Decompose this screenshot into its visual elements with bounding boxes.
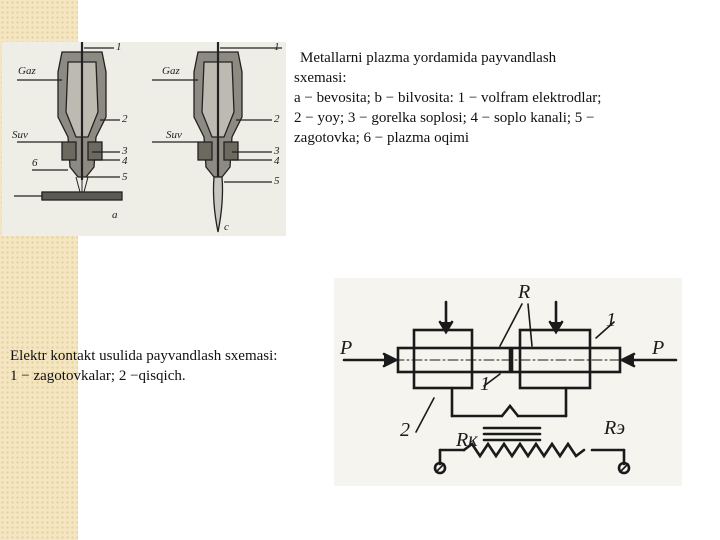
plasma-caption-line-5: zagotovka; 6 − plazma oqimi [294,130,470,146]
contact-welding-figure [334,278,682,486]
plasma-caption-line-1: Metallarni plazma yordamida payvandlash [300,50,557,66]
label-a: a [112,209,118,221]
force-right-label: P [652,337,665,359]
water-label-left: Suv [12,129,28,141]
num-right-5: 5 [274,175,280,187]
plasma-caption-line-2: sxemasi: [294,70,347,86]
resistance-left-label: Rк [456,429,478,451]
plasma-welding-diagram [2,42,286,236]
plasma-welding-figure [2,42,286,236]
num-right-1: 1 [274,42,280,53]
num-right-3: 3 [274,145,280,157]
gas-label-left: Gaz [18,65,36,77]
num-left-2: 2 [122,113,128,125]
plasma-caption-line-4: 2 − yoy; 3 − gorelka soplosi; 4 − soplo kanali; 5 − [294,110,595,126]
workpiece-label-mid: 1 [480,373,490,395]
contact-caption-line-2: 1 − zagotovkalar; 2 −qisqich. [10,368,186,384]
num-left-6: 6 [32,157,38,169]
contact-caption-line-1: Elektr kontakt usulida payvandlash sxemasi: [10,348,278,364]
contact-welding-diagram [334,278,682,486]
plasma-caption-line-3: a − bevosita; b − bilvosita: 1 − volfram elektrodlar; [294,90,602,106]
num-right-2: 2 [274,113,280,125]
plasma-welding-caption [294,48,694,148]
contact-welding-caption [10,346,350,386]
clamp-label: 2 [400,419,410,441]
force-left-label: P [340,337,353,359]
label-b: c [224,221,229,233]
force-top-label: R [518,281,531,303]
num-right-4: 4 [274,155,280,167]
num-left-3: 3 [122,145,128,157]
num-left-5: 5 [122,171,128,183]
gas-label-right: Gaz [162,65,180,77]
resistance-right-label: Rэ [604,417,626,439]
num-left-1: 1 [116,42,122,53]
num-left-4: 4 [122,155,128,167]
workpiece-label-top: 1 [606,309,616,331]
water-label-right: Suv [166,129,182,141]
